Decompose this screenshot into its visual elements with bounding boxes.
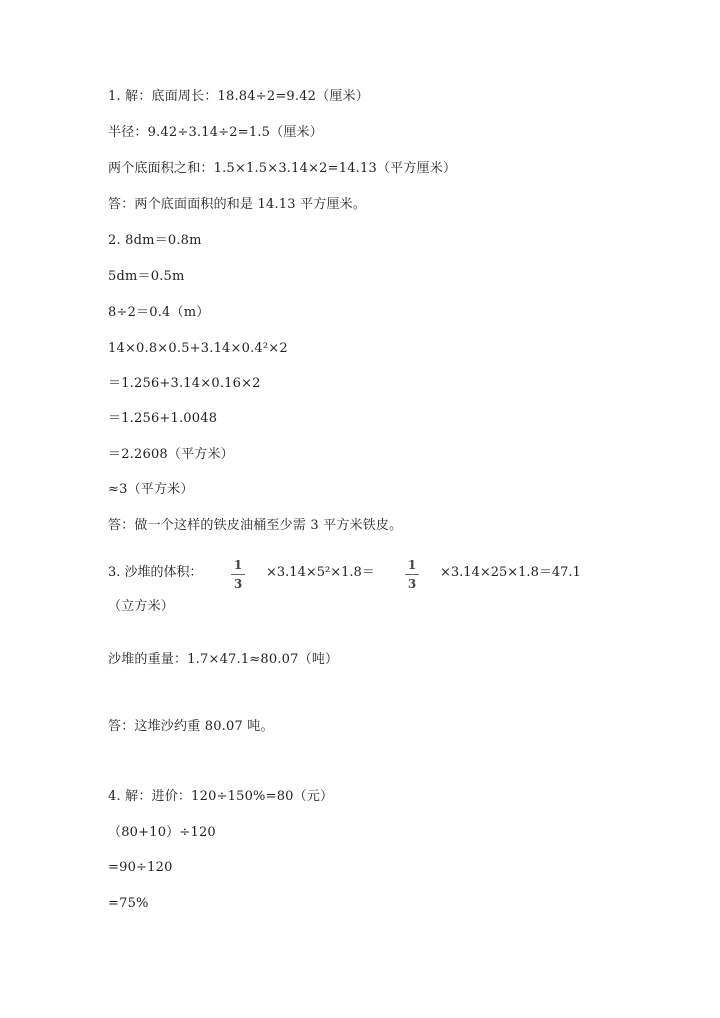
fraction-bar — [405, 574, 419, 575]
q2-line-1: 2. 8dm＝0.8m — [108, 233, 202, 248]
q2-line-7: ＝2.2608（平方米） — [108, 447, 234, 462]
fraction-numerator: 1 — [407, 558, 417, 572]
q2-line-8: ≈3（平方米） — [108, 482, 194, 497]
q1-line-1: 1. 解：底面周长：18.84÷2=9.42（厘米） — [108, 89, 369, 104]
q3-middle: ×3.14×5²×1.8＝ — [266, 565, 375, 580]
q4-line-3: =90÷120 — [108, 860, 173, 875]
fraction-denominator: 3 — [233, 577, 243, 591]
fraction-one-third — [404, 558, 420, 591]
fraction-numerator: 1 — [233, 558, 243, 572]
q4-line-1: 4. 解：进价：120÷150%=80（元） — [108, 789, 334, 804]
q3-unit-wrap: （立方米） — [108, 599, 175, 614]
q3-answer: 答：这堆沙约重 80.07 吨。 — [108, 719, 274, 734]
q2-line-6: ＝1.256+1.0048 — [108, 411, 218, 426]
q1-line-3: 两个底面积之和：1.5×1.5×3.14×2=14.13（平方厘米） — [108, 161, 457, 176]
q2-line-3: 8÷2＝0.4（m） — [108, 305, 210, 320]
q2-line-2: 5dm＝0.5m — [108, 269, 185, 284]
q1-answer: 答：两个底面面积的和是 14.13 平方厘米。 — [108, 197, 367, 212]
q2-answer: 答：做一个这样的铁皮油桶至少需 3 平方米铁皮。 — [108, 518, 403, 533]
q2-line-4: 14×0.8×0.5+3.14×0.4²×2 — [108, 341, 288, 356]
q2-line-5: ＝1.256+3.14×0.16×2 — [108, 376, 261, 391]
q3-weight: 沙堆的重量：1.7×47.1≈80.07（吨） — [108, 652, 339, 667]
fraction-one-third — [230, 558, 246, 591]
q1-line-2: 半径：9.42÷3.14÷2=1.5（厘米） — [108, 125, 323, 140]
fraction-bar — [231, 574, 245, 575]
q3-prefix: 3. 沙堆的体积： — [108, 565, 203, 580]
q3-suffix: ×3.14×25×1.8＝47.1 — [440, 565, 581, 580]
q4-line-2: （80+10）÷120 — [108, 825, 216, 840]
q4-line-4: =75% — [108, 896, 149, 911]
fraction-denominator: 3 — [407, 577, 417, 591]
